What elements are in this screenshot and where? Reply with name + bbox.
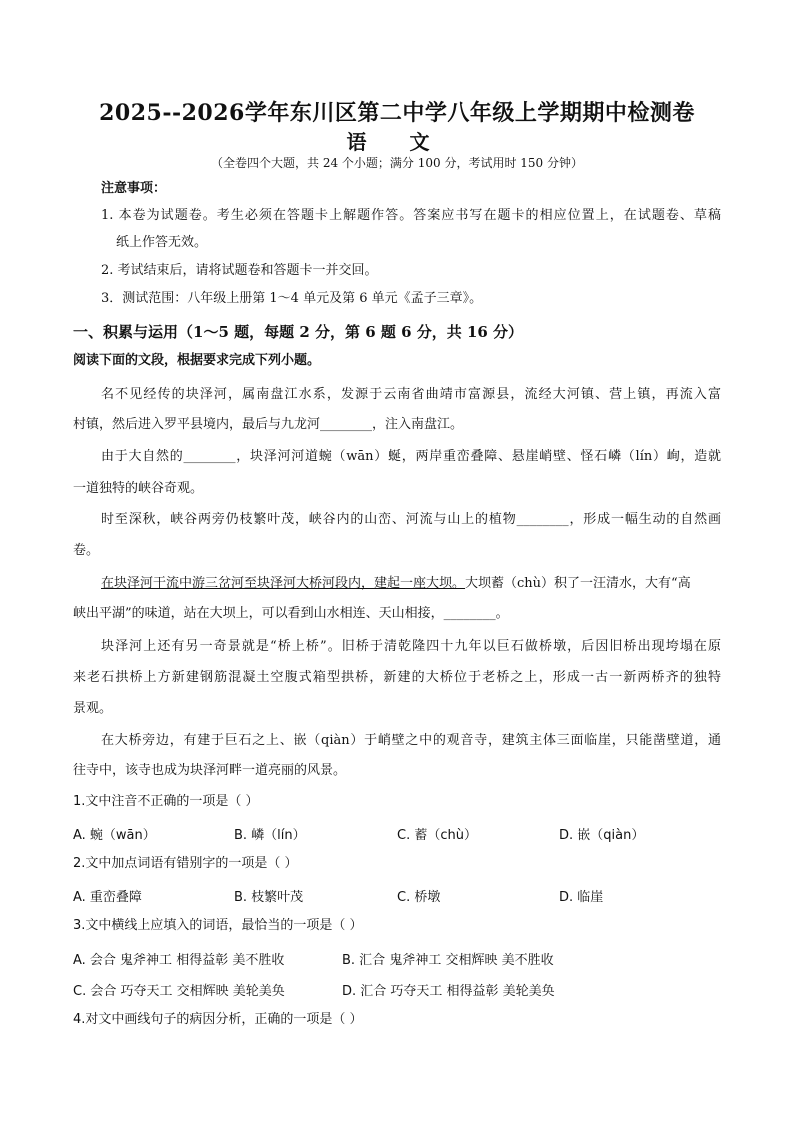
section-heading: 一、积累与运用（1～5 题，每题 2 分，第 6 题 6 分，共 16 分） xyxy=(73,323,524,341)
passage-line: 在大桥旁边，有建于巨石之上、嵌（qiàn）于峭壁之中的观音寺，建筑主体三面临崖，只能凿壁道，通 xyxy=(101,733,721,748)
passage-line: 来老石拱桥上方新建钢筋混凝土空腹式箱型拱桥，新建的大桥位于老桥之上，形成一古一新两桥齐的独特 xyxy=(73,670,721,685)
subject-title: 语 文 xyxy=(346,130,448,154)
passage-line: 名不见经传的块泽河，属南盘江水系，发源于云南省曲靖市富源县，流经大河镇、营上镇，再流入富 xyxy=(101,387,721,402)
question-stem: 2.文中加点词语有错别字的一项是（ ） xyxy=(73,856,298,871)
question-option: D. 嵌（qiàn） xyxy=(559,828,645,843)
exam-meta: （全卷四个大题，共 24 个小题；满分 100 分，考试用时 150 分钟） xyxy=(211,156,583,170)
notice-heading: 注意事项： xyxy=(101,181,167,196)
exam-title: 2025--2026学年东川区第二中学八年级上学期期中检测卷 xyxy=(99,100,695,126)
passage-line: 峡出平湖”的味道，站在大坝上，可以看到山水相连、天山相接，________。 xyxy=(73,606,509,621)
passage-line: 块泽河上还有另一奇景就是“桥上桥”。旧桥于清乾隆四十九年以巨石做桥墩，后因旧桥出现垮塌在原 xyxy=(101,639,721,654)
question-option: D. 临崖 xyxy=(559,890,604,905)
question-option: C. 会合 巧夺天工 交相辉映 美轮美奂 xyxy=(73,984,285,999)
notice-item: 2. 考试结束后，请将试题卷和答题卡一并交回。 xyxy=(101,263,378,278)
passage-line: 时至深秋，峡谷两旁仍枝繁叶茂，峡谷内的山峦、河流与山上的植物________，形成一幅生动的自然画 xyxy=(101,512,721,527)
notice-item: 1. 本卷为试题卷。考生必须在答题卡上解题作答。答案应书写在题卡的相应位置上，在试题卷、草稿 xyxy=(101,208,721,223)
question-stem: 3.文中横线上应填入的词语，最恰当的一项是（ ） xyxy=(73,918,363,933)
notice-item: 纸上作答无效。 xyxy=(116,235,208,250)
question-option: A. 会合 鬼斧神工 相得益彰 美不胜收 xyxy=(73,953,285,968)
passage-line: 一道独特的峡谷奇观。 xyxy=(73,481,204,496)
passage-line: 往寺中，该寺也成为块泽河畔一道亮丽的风景。 xyxy=(73,763,347,778)
underlined-sentence: 在块泽河干流中游三岔河至块泽河大桥河段内，建起一座大坝。 xyxy=(101,576,466,591)
passage-fragment: 大坝蓄（chù）积了一汪清水，大有“高 xyxy=(465,576,691,591)
question-option: C. 蓄（chù） xyxy=(397,828,477,843)
passage-line: 村镇，然后进入罗平县境内，最后与九龙河________，注入南盘江。 xyxy=(73,417,464,432)
question-option: C. 桥墩 xyxy=(397,890,441,905)
question-stem: 1.文中注音不正确的一项是（ ） xyxy=(73,794,259,809)
question-option: B. 嶙（lín） xyxy=(234,828,306,843)
passage-line-underlined-wrap xyxy=(101,575,691,593)
question-option: A. 蜿（wān） xyxy=(73,828,156,843)
passage-line: 卷。 xyxy=(73,543,100,558)
passage-line: 由于大自然的________，块泽河河道蜿（wān）蜒，两岸重峦叠障、悬崖峭壁、怪石嶙（lín）峋，造就 xyxy=(101,449,721,464)
section-instruction: 阅读下面的文段，根据要求完成下列小题。 xyxy=(73,353,321,368)
question-option: D. 汇合 巧夺天工 相得益彰 美轮美奂 xyxy=(342,984,555,999)
passage-line: 景观。 xyxy=(73,701,113,716)
notice-item: 3．测试范围：八年级上册第 1～4 单元及第 6 单元《孟子三章》。 xyxy=(101,291,483,306)
question-option: B. 枝繁叶茂 xyxy=(234,890,304,905)
question-option: B. 汇合 鬼斧神工 交相辉映 美不胜收 xyxy=(342,953,554,968)
question-stem: 4.对文中画线句子的病因分析，正确的一项是（ ） xyxy=(73,1012,363,1027)
question-option: A. 重峦叠障 xyxy=(73,890,142,905)
